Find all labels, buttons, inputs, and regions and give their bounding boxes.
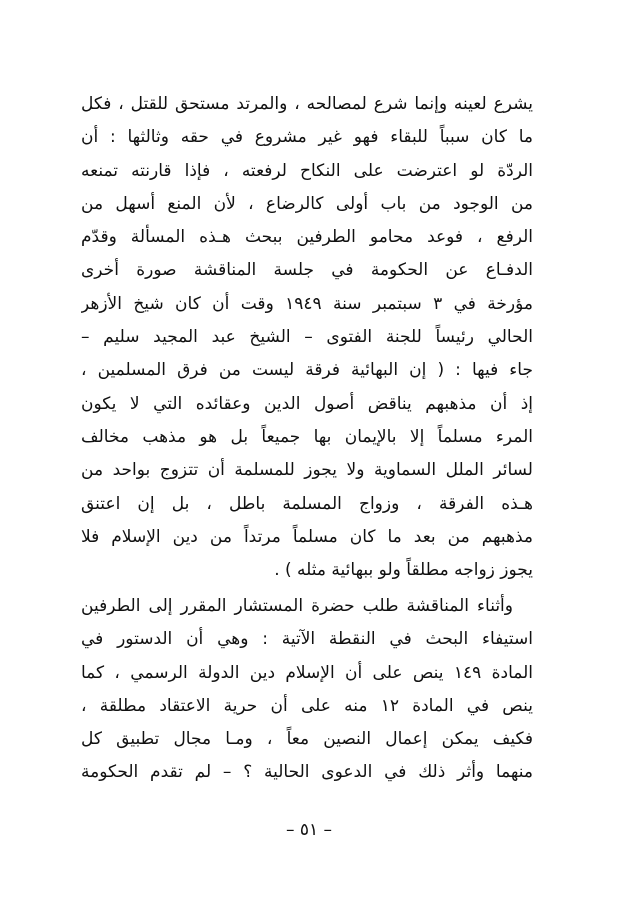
text-line: ينص في المادة ١٢ منه على أن حرية الاعتقاد مطلقة ،: [81, 695, 533, 716]
paragraph-2: [81, 590, 533, 790]
text-line: الردّة لو اعترضت على النكاح لرفعته ، فإذا قارنته تمنعه: [81, 160, 533, 181]
text-line: ما كان سبباً للبقاء فهو غير مشروع في حقه وثالثها : أن: [81, 127, 533, 148]
page-number: – ٥١ –: [285, 820, 333, 840]
text-line: استيفاء البحث في النقطة الآتية : وهي أن الدستور في: [81, 629, 533, 650]
text-line: فكيف يمكن إعمال النصين معاً ، ومـا مجال تطبيق كل: [81, 729, 533, 750]
text-line: جاء فيها : ( إن البهائية فرقة ليست من فرق المسلمين ،: [81, 360, 533, 381]
text-line: الرفع ، فوعد محامو الطرفين ببحث هـذه المسألة وقدّم: [81, 227, 533, 248]
paragraph-1: [81, 88, 533, 587]
text-line: يشرع لعينه وإنما شرع لمصالحه ، والمرتد مستحق للقتل ، فكل: [81, 94, 533, 114]
text-line: من الوجود من باب أولى كالرضاع ، لأن المنع أسهل من: [81, 193, 533, 214]
text-line: مؤرخة في ٣ سبتمبر سنة ١٩٤٩ وقت أن كان شيخ الأزهر: [81, 293, 533, 314]
text-line: وأثناء المناقشة طلب حضرة المستشار المقرر إلى الطرفين: [81, 596, 513, 616]
text-line: هـذه الفرقة ، وزواج المسلمة باطل ، بل إن اعتنق: [81, 493, 533, 514]
text-line: منهما وأثر ذلك في الدعوى الحالية ؟ – لم تقدم الحكومة: [81, 762, 533, 783]
text-line: المرء مسلماً إلا بالإيمان بها جميعاً بل هو مذهب مخالف: [81, 426, 533, 447]
text-line: مذهبهم من بعد ما كان مسلماً مرتداً من دين الإسلام فلا: [81, 526, 533, 547]
text-line: الحالي رئيساً للجنة الفتوى – الشيخ عبد المجيد سليم –: [81, 327, 533, 348]
text-line: إذ أن مذهبهم يناقض أصول الدين وعقائده التي لا يكون: [81, 393, 533, 414]
text-line: لسائر الملل السماوية ولا يجوز للمسلمة أن تتزوج بواحد من: [81, 460, 533, 481]
text-line: يجوز زواجه مطلقاً ولو ببهائية مثله ) .: [274, 560, 533, 581]
text-line: الدفـاع عن الحكومة في جلسة المناقشة صورة أخرى: [81, 260, 533, 281]
text-line: المادة ١٤٩ ينص على أن الإسلام دين الدولة الرسمي ، كما: [81, 662, 533, 683]
